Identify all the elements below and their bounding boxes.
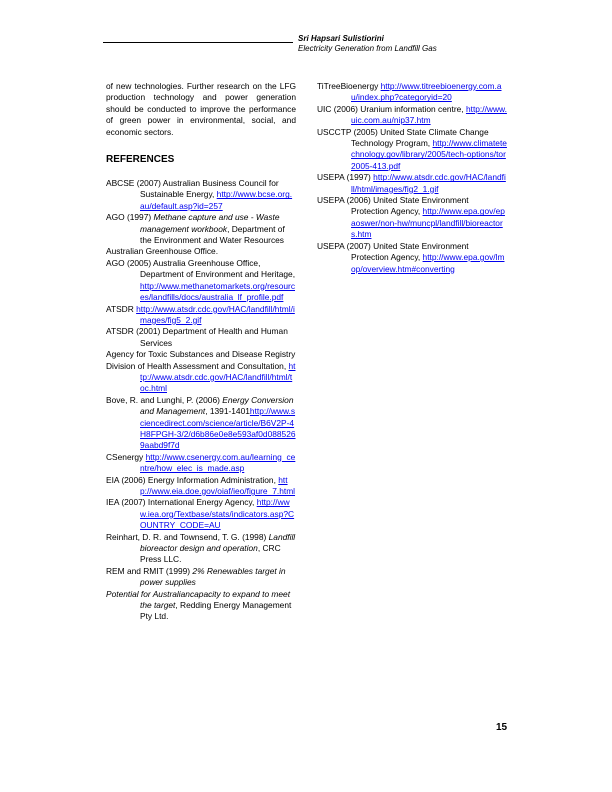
reference-entry [106,258,296,304]
reference-link[interactable]: http://www.uic.com.au/nip37.htm [351,103,507,126]
reference-text: USEPA (2007) United State Environment Protection Agency, [317,240,469,263]
reference-text: REM and RMIT (1999) [106,565,193,576]
reference-entry [106,304,296,327]
header-author: Sri Hapsari Sulistiorini [298,34,384,43]
reference-text: ATSDR [106,303,137,314]
header-title: Electricity Generation from Landfill Gas [298,44,437,53]
reference-list-left [106,178,296,623]
left-column [106,81,296,623]
reference-text: Division of Health Assessment and Consultation, [106,360,289,371]
reference-text: USEPA (1997) [317,172,374,183]
reference-text: AGO (1997) [106,212,154,223]
reference-link[interactable]: http://www.csenergy.com.au/learning_centre/how_elec_is_made.asp [140,451,296,474]
reference-entry [106,212,296,246]
right-column [317,81,507,275]
reference-text: IEA (2007) International Energy Agency, [106,497,257,508]
reference-text: ATSDR (2001) Department of Health and Human Services [106,326,288,348]
reference-title: Methane capture and use - Waste management workbook [140,212,280,234]
reference-title: 2% Renewables target in power supplies [140,565,286,588]
reference-entry [106,475,296,498]
reference-title: Energy Conversion and Management [140,394,294,417]
reference-entry [106,532,296,566]
reference-entry [106,452,296,475]
reference-link[interactable]: http://www.sciencedirect.com/science/article/B6V2P-4H8FPGH-3/2/d6b86e0e8e593af0d0885269aabd9f7d [140,406,296,451]
reference-link[interactable]: http://www.atsdr.cdc.gov/HAC/landfill/html/images/fig5_2.gif [136,303,295,325]
reference-entry [106,246,296,257]
reference-text: , CRC Press LLC. [140,543,281,565]
reference-link[interactable]: http://www.epa.gov/lmop/overview.htm#converting [351,252,505,274]
reference-entry [317,195,507,241]
reference-link[interactable]: http://www.atsdr.cdc.gov/HAC/landfill/html/images/fig2_1.gif [351,172,506,194]
reference-text: Agency for Toxic Substances and Disease Registry [106,349,296,360]
reference-entry [106,349,296,360]
reference-title: Landfill bioreactor design and operation [140,531,296,554]
reference-list-right [317,81,507,275]
reference-link[interactable]: http://www.atsdr.cdc.gov/HAC/landfill/html/toc.html [140,360,296,394]
reference-text: UIC (2006) Uranium information centre, [317,103,466,114]
reference-entry [106,178,296,212]
reference-title: Potential for Australiancapacity to expand to meet the target [106,588,291,611]
reference-link[interactable]: http://www.eia.doe.gov/oiaf/ieo/figure_7.html [140,474,296,496]
reference-entry [106,497,296,531]
reference-text: Australian Greenhouse Office. [106,246,219,257]
reference-text: , Department of the Environment and Water Resources [140,223,285,246]
reference-link[interactable]: http://www.methanetomarkets.org/resources/landfills/docs/australia_lf_profile.pdf [140,280,296,303]
header-rule [103,42,293,43]
reference-text: Bove, R. and Lunghi, P. (2006) [106,394,223,405]
reference-entry [317,241,507,275]
reference-text: , Redding Energy Management Pty Ltd. [140,600,292,622]
reference-link[interactable]: http://www.iea.org/Textbase/stats/indicators.asp?COUNTRY_CODE=AU [140,497,295,531]
reference-link[interactable]: http://www.titreebioenergy.com.au/index.php?categoryid=20 [351,81,502,103]
intro-paragraph: of new technologies. Further research on the LFG production technology and power generation should be conducted to improve the performance of green power in environmental, social, and economic sectors. [106,81,296,137]
reference-link[interactable]: http://www.bcse.org.au/default.asp?id=257 [140,189,293,211]
reference-text: Reinhart, D. R. and Townsend, T. G. (1998) [106,531,269,542]
reference-link[interactable]: http://www.epa.gov/epaoswer/non-hw/muncpl/landfill/bioreactors.htm [351,206,505,240]
reference-text: AGO (2005) Australia Greenhouse Office, Department of Environment and Heritage, [106,257,296,280]
reference-text: TiTreeBioenergy [317,81,381,91]
reference-text: , 1391-1401 [205,406,250,417]
reference-text: CSenergy [106,451,146,462]
reference-entry [317,127,507,173]
reference-entry [317,172,507,195]
reference-text: EIA (2006) Energy Information Administration, [106,474,279,485]
reference-entry [106,566,296,589]
reference-entry [317,81,507,104]
reference-entry [106,361,296,395]
running-header [298,34,437,54]
page-number: 15 [496,722,508,733]
reference-text: ABCSE (2007) Australian Business Council for Sustainable Energy, [106,178,279,200]
reference-link[interactable]: http://www.climatetechnology.gov/library/2005/tech-options/tor2005-413.pdf [351,138,507,171]
references-heading: REFERENCES [106,154,175,166]
reference-text: USEPA (2006) United State Environment Protection Agency, [317,195,469,217]
reference-entry [317,104,507,127]
reference-text: USCCTP (2005) United State Climate Change Technology Program, [317,126,489,149]
reference-entry [106,589,296,623]
reference-entry [106,395,296,452]
reference-entry [106,326,296,349]
